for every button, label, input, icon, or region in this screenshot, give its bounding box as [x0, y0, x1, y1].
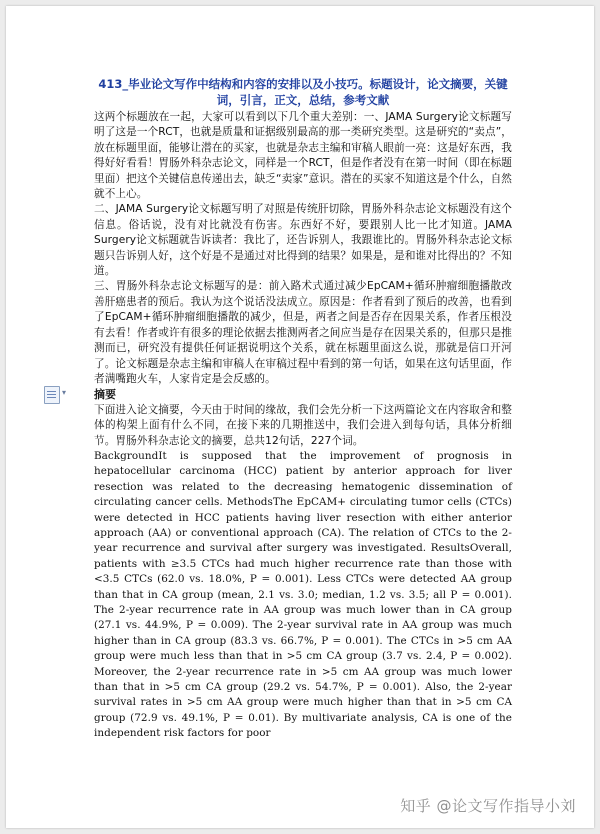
paragraph-2: 二、JAMA Surgery论文标题写明了对照是传统肝切除，胃肠外科杂志论文标题没有这个信息。俗话说，没有对比就没有伤害。东西好不好，要跟别人比一比才知道。JAMA Surgery论文标题就告诉读者：我比了，还告诉别人，我跟谁比的。胃肠外科杂志论文标题只告诉别人好，这个好是不是通过对比得到的结果？如果是，是和谁对比得出的？不知道。 [94, 203, 512, 278]
abstract-heading: 摘要 [94, 388, 116, 402]
paragraph-1: 这两个标题放在一起，大家可以看到以下几个重大差别：一、JAMA Surgery论文标题写明了这是一个RCT，也就是质量和证据级别最高的那一类研究类型。这是研究的“卖点”，放在标题里面，能够让潜在的买家，也就是杂志主编和审稿人眼前一亮：这是好东西，我得好好看看！胃肠外科杂志论文，同样是一个RCT，但是作者没有在第一时间（即在标题里面）把这个关键信息传递出去，缺乏“卖家”意识。潜在的买家不知道这是个什么，自然就不上心。 [94, 111, 512, 201]
watermark: 知乎 @论文写作指导小刘 [400, 797, 576, 815]
document-page [6, 6, 594, 828]
abstract-intro: 下面进入论文摘要，今天由于时间的缘故，我们会先分析一下这两篇论文在内容取舍和整体的构架上面有什么不同，在接下来的几期推送中，我们会进入到每句话，具体分析细节。胃肠外科杂志论文的摘要，总共12句话，227个词。 [94, 403, 512, 447]
paragraph-3: 三、胃肠外科杂志论文标题写的是：前入路术式通过减少EpCAM+循环肿瘤细胞播散改善肝癌患者的预后。我认为这个说话没法成立。原因是：作者看到了预后的改善，也看到了EpCAM+循环肿瘤细胞播散的减少，但是，两者之间是否存在因果关系，作者压根没有去看！作者或许有很多的理论依据去推测两者之间应当是存在因果关系的，但那只是推测而已，研究没有提供任何证据说明这个关系，就在标题里面这么说，那就是信口开河了。论文标题是杂志主编和审稿人在审稿过程中看到的第一句话，如果在这句话里面，作者满嘴跑火车，人家肯定是会反感的。 [94, 280, 512, 385]
abstract-body: BackgroundIt is supposed that the improvement of prognosis in hepatocellular carcinoma (HCC) patient by anterior approach for liver resection was related to the decreasing hematogenic dissemination of circulating cancer cells. MethodsThe EpCAM+ circulating tumor cells (CTCs) were detected in HCC patients having liver resection with either anterior approach (AA) or conventional approach (CA). The relation of CTCs to the 2-year recurrence and survival after surgery was investigated. ResultsOverall, patients with ≥3.5 CTCs had much higher recurrence rate than those with <3.5 CTCs (62.0 vs. 18.0%, P = 0.001). Less CTCs were detected AA group than that in CA group (mean, 2.1 vs. 3.0; median, 1.2 vs. 3.5; all P = 0.001). The 2-year recurrence rate in AA group was much lower than in CA group (27.1 vs. 44.9%, P = 0.009). The 2-year survival rate in AA group was much higher than in CA group (83.3 vs. 66.7%, P = 0.001). The CTCs in >5 cm AA group were much less than that in >5 cm CA group (3.7 vs. 2.4, P = 0.002). Moreover, the 2-year recurrence rate in >5 cm AA group was much lower than that in >5 cm CA group (29.2 vs. 54.7%, P = 0.001). Also, the 2-year survival rates in >5 cm AA group were much higher than that in >5 cm CA group (72.9 vs. 49.1%, P = 0.01). By multivariate analysis, CA is one of the independent risk factors for poor [94, 449, 512, 740]
document-title: 413_毕业论文写作中结构和内容的安排以及小技巧。标题设计，论文摘要，关键词，引言，正文，总结，参考文献 [98, 77, 508, 107]
document-body [94, 76, 512, 742]
chevron-down-icon[interactable]: ▾ [62, 388, 67, 397]
document-icon[interactable] [44, 386, 60, 404]
